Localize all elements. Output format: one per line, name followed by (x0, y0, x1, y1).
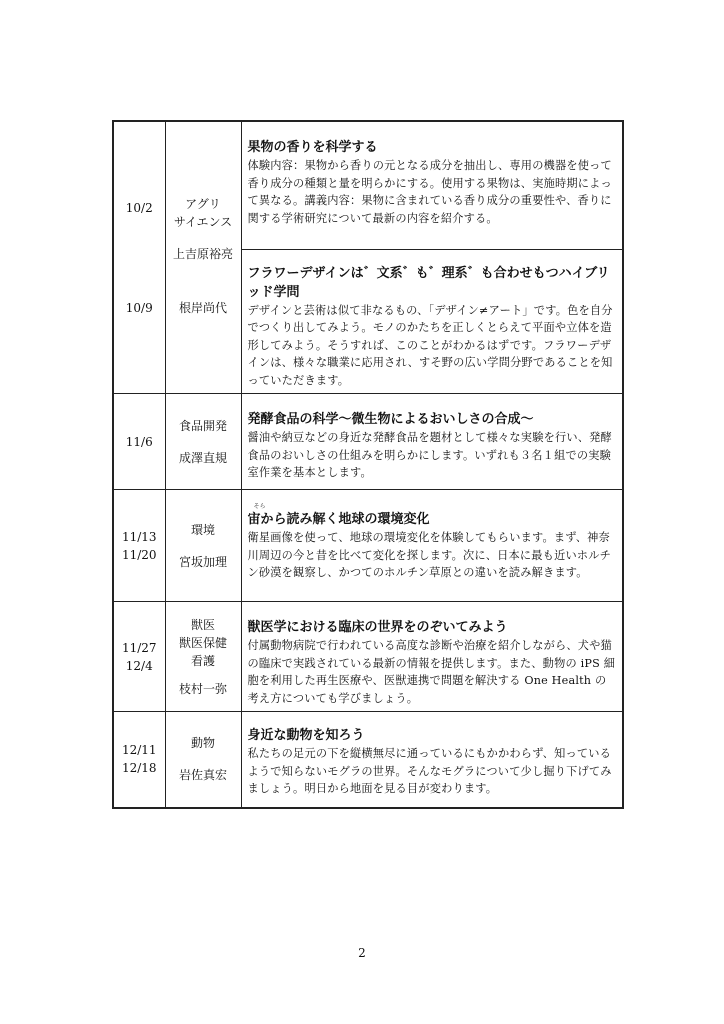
course-description: 付属動物病院で行われている高度な診断や治療を紹介しながら、犬や猫の臨床で実践されている最新の情報を提供します。また、動物の iPS 細胞を利用した再生医療や、医獣連携で問題を解決する One Health の考え方についても学びましょう。 (247, 639, 616, 705)
course-cell (241, 602, 623, 712)
date-label: 11/27 (121, 640, 157, 655)
date-label: 11/13 (121, 529, 157, 544)
field-cell (165, 394, 241, 490)
date-label: 11/6 (125, 434, 153, 449)
field-name: 獣医 (190, 617, 215, 632)
course-description: 私たちの足元の下を縦横無尽に通っているにもかかわらず、知っているようで知らないモグラの世界。そんなモグラについて少し掘り下げてみましょう。明日から地面を見る目が変わります。 (247, 747, 612, 795)
lecturer-name: 根岸尚代 (178, 300, 227, 315)
field-cell (165, 490, 241, 602)
field-cell (165, 121, 241, 394)
course-title: 身近な動物を知ろう (247, 728, 365, 743)
course-cell (241, 394, 623, 490)
field-name: 動物 (190, 736, 215, 751)
table-row (113, 712, 623, 808)
lecturer-name: 成澤直規 (178, 450, 227, 465)
table-row (113, 394, 623, 490)
course-title: 宙から読み解く地球の環境変化 (247, 512, 430, 527)
date-cell (113, 490, 165, 602)
date-label: 11/20 (121, 547, 157, 562)
course-title: 獣医学における臨床の世界をのぞいてみよう (247, 620, 508, 635)
course-cell (241, 121, 623, 249)
course-description: 衛星画像を使って、地球の環境変化を体験してもらいます。まず、神奈川周辺の今と昔を比べて変化を探します。次に、日本に最も近いホルチン砂漠を観察し、かつてのホルチン草原との違いを読み解きます。 (247, 531, 612, 579)
date-cell (113, 121, 165, 394)
lecturer-name: 上吉原裕亮 (172, 246, 233, 261)
lecturer-name: 宮坂加理 (178, 554, 227, 569)
ruby-reading: そら (253, 503, 266, 510)
course-title: 果物の香りを科学する (247, 140, 378, 155)
course-description: 体験内容：果物から香りの元となる成分を抽出し、専用の機器を使って香り成分の種類と量を明らかにする。使用する果物は、実施時期によって異なる。講義内容：果物に含まれている香り成分の重要性や、香りに関する学術研究について最新の内容を紹介する。 (247, 159, 612, 225)
date-label: 12/4 (125, 658, 153, 673)
lecturer-name: 枝村一弥 (178, 681, 227, 696)
field-name: 獣医保健 (178, 635, 227, 650)
course-description: 醤油や納豆などの身近な発酵食品を題材として様々な実験を行い、発酵食品のおいしさの仕組みを明らかにします。いずれも３名１組での実験室作業を基本とします。 (247, 431, 612, 479)
schedule-table (112, 120, 624, 809)
course-title: フラワーデザインは゛文系゛も゛理系゛も合わせもつハイブリッド学問 (247, 265, 610, 300)
table-row (113, 602, 623, 712)
date-cell (113, 394, 165, 490)
field-name: アグリ (185, 196, 221, 211)
course-cell (241, 712, 623, 808)
date-label: 12/18 (121, 761, 157, 776)
table-row (113, 490, 623, 602)
field-name: サイエンス (173, 214, 233, 229)
course-title: 発酵食品の科学～微生物によるおいしさの合成～ (247, 412, 534, 427)
date-label: 10/2 (125, 200, 153, 215)
course-description: デザインと芸術は似て非なるもの、「デザイン≠アート」です。色を自分でつくり出してみよう。モノのかたちを正しくとらえて平面や立体を造形してみよう。そうすれば、このことがわかるはずです。フラワーデザインは、様々な職業に応用され、すそ野の広い学問分野であることを知っていただきます。 (247, 303, 613, 387)
table-row (113, 121, 623, 249)
lecturer-name: 岩佐真宏 (178, 768, 227, 783)
date-label: 12/11 (121, 743, 157, 758)
date-cell (113, 712, 165, 808)
date-cell (113, 602, 165, 712)
date-label: 10/9 (125, 300, 153, 315)
field-name: 食品開発 (178, 418, 227, 433)
field-cell (165, 602, 241, 712)
page-number: 2 (358, 946, 366, 960)
field-cell (165, 712, 241, 808)
course-cell (241, 490, 623, 602)
field-name: 環境 (190, 522, 215, 537)
course-cell (241, 249, 623, 394)
field-name: 看護 (190, 653, 215, 668)
